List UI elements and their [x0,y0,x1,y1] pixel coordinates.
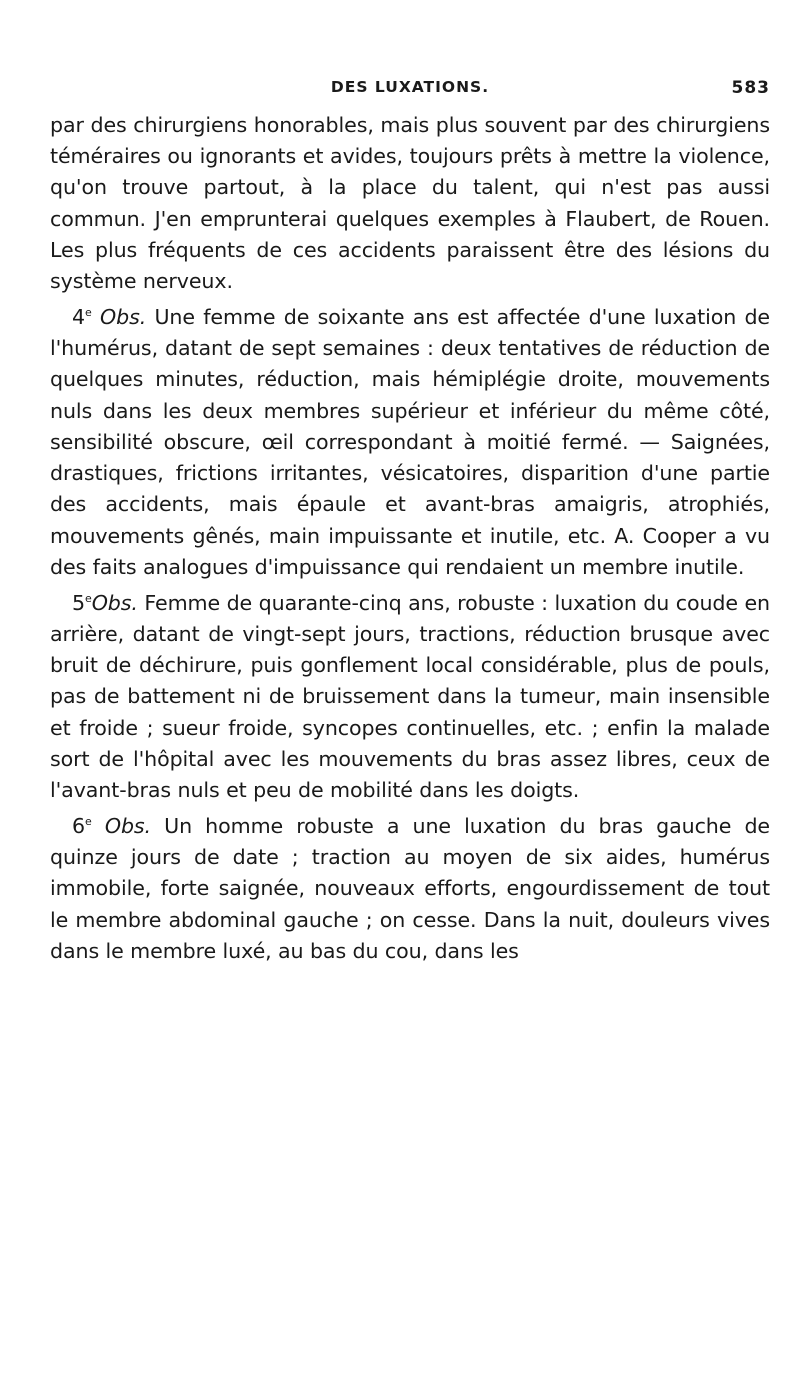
observation-text: Femme de quarante-cinq ans, robuste : luxation du coude en arrière, datant de vingt-sept jours, tractions, réduction brusque avec bruit de déchirure, puis gonflement local considérable, plus de pouls, pas de battement ni de bruissement dans la tumeur, main insensible et froide ; sueur froide, syncopes continuelles, etc. ; enfin la malade sort de l'hôpital avec les mouvements du bras assez libres, ceux de l'avant-bras nuls et peu de mobilité dans les doigts. [50,590,770,802]
paragraph-observation-6 [50,806,770,967]
body-text [50,110,770,967]
observation-label: Obs. [91,590,138,615]
observation-text: Un homme robuste a une luxation du bras gauche de quinze jours de date ; traction au moyen de six aides, humérus immobile, forte saignée, nouveaux efforts, engourdissement de tout le membre abdominal gauche ; on cesse. Dans la nuit, douleurs vives dans le membre luxé, au bas du cou, dans les [50,814,770,963]
paragraph-observation-5 [50,583,770,806]
observation-number: 6e [72,814,92,839]
running-head: DES LUXATIONS. [330,78,490,96]
observation-label: Obs. [104,814,151,839]
observation-number: 4e [72,305,92,330]
paragraph-intro: par des chirurgiens honorables, mais plus souvent par des chirurgiens téméraires ou ignorants et avides, toujours prêts à mettre la violence, qu'on trouve partout, à la place du talent, qui n'est pas aussi commun. J'en emprunterai quelques exemples à Flaubert, de Rouen. Les plus fréquents de ces accidents paraissent être des lésions du système nerveux. [50,113,770,294]
page-number: 583 [731,78,770,98]
paragraph-observation-4 [50,297,770,583]
observation-label: Obs. [99,305,147,330]
observation-text: Une femme de soixante ans est affectée d'une luxation de l'humérus, datant de sept semaines : deux tentatives de réduction de quelques minutes, réduction, mais hémiplégie droite, mouvements nuls dans les deux membres supérieur et inférieur du même côté, sensibilité obscure, œil correspondant à moitié fermé. — Saignées, drastiques, frictions irritantes, vésicatoires, disparition d'une partie des accidents, mais épaule et avant-bras amaigris, atrophiés, mouvements gênés, main impuissante et inutile, etc. A. Cooper a vu des faits analogues d'impuissance qui rendaient un membre inutile. [50,305,770,579]
observation-number: 5e [72,590,92,615]
page-header [50,78,770,108]
